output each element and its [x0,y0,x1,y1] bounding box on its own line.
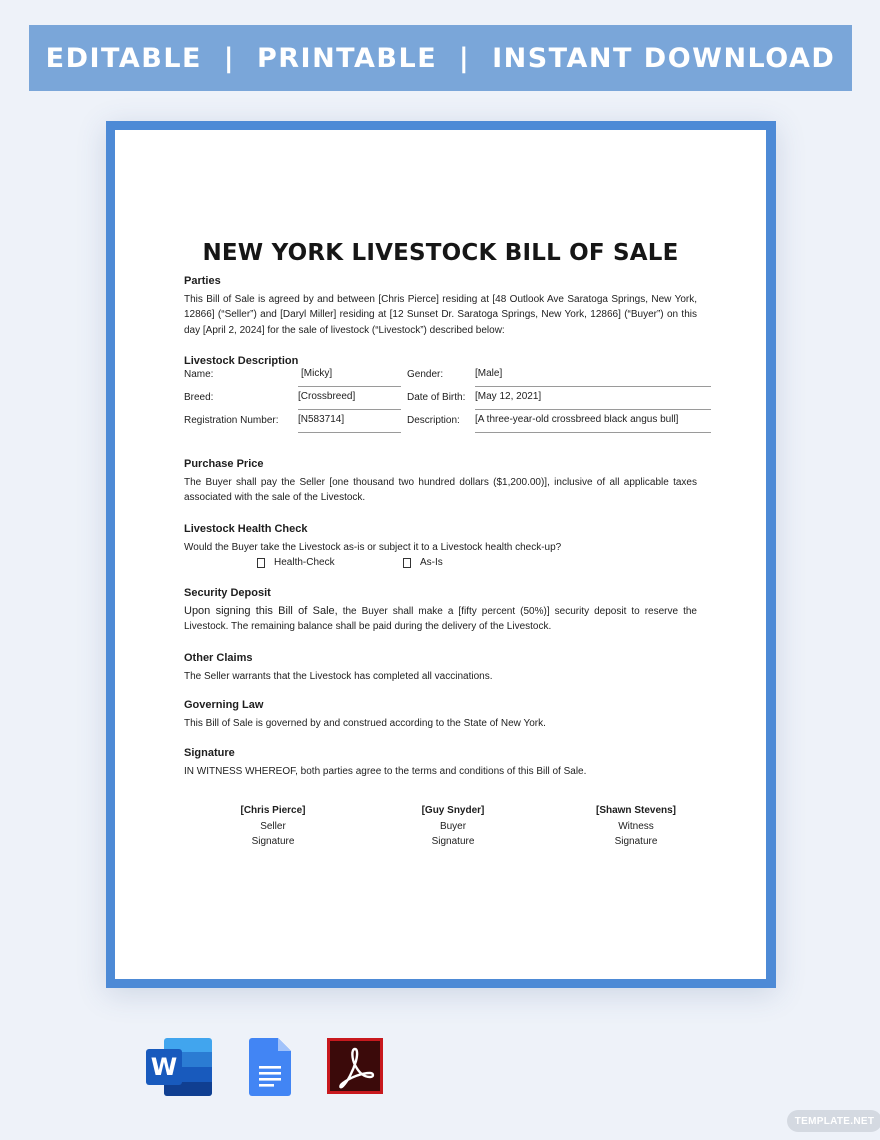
price-heading: Purchase Price [184,458,264,470]
signer-role: Buyer [439,820,467,832]
signer-block [373,803,533,850]
watermark-badge [787,1110,880,1132]
breed-value: [Crossbreed] [298,389,401,411]
word-letter: W [150,1053,178,1081]
signer-name: [Guy Snyder] [421,805,485,816]
registration-label: Registration Number: [184,414,279,426]
name-label: Name: [184,368,214,380]
health-question: Would the Buyer take the Livestock as-is or subject it to a Livestock health check-up? [184,541,562,553]
as-is-option[interactable] [403,555,443,571]
promo-banner [29,25,852,91]
price-text: The Buyer shall pay the Seller [one thousand two hundred dollars ($1,200.00)], inclusive of all applicable taxes associated with the sale of the Livestock. [184,476,697,503]
signer-role: Seller [260,820,286,832]
signature-line: Signature [431,836,475,847]
signer-block [556,803,716,850]
claims-section [184,651,697,684]
parties-heading: Parties [184,275,221,287]
price-section [184,457,697,506]
law-heading: Governing Law [184,699,264,711]
breed-label: Breed: [184,391,214,403]
google-docs-icon[interactable] [248,1037,292,1099]
parties-section [184,274,697,338]
livestock-row [184,410,711,433]
parties-text: This Bill of Sale is agreed by and between [Chris Pierce] residing at [48 Outlook Ave Saratoga Springs, New York, 12866] (“Seller”) and [Daryl Miller] residing at [12 Sunset Dr. Saratoga Springs, New York, 12866] (“Buyer”) on this day [April 2, 2024] for the sale of livestock (“Livestock”) described below: [184,293,697,336]
word-icon-graphic [146,1037,213,1097]
pdf-icon[interactable] [326,1037,384,1099]
checkbox-icon[interactable] [403,558,411,568]
claims-heading: Other Claims [184,652,253,664]
dob-value: [May 12, 2021] [475,389,711,411]
signer-name: [Shawn Stevens] [595,805,677,816]
banner-text: EDITABLE | PRINTABLE | INSTANT DOWNLOAD [45,42,836,74]
livestock-row [184,387,711,410]
deposit-lead: Upon signing this Bill of Sale, [184,604,338,617]
signature-heading: Signature [184,747,235,759]
law-section [184,698,697,731]
deposit-text: the Buyer shall make a [fifty percent (50%)] security deposit to reserve the Livestock. The remaining balance shall be paid during the delivery of the Livestock. [184,605,697,632]
health-check-option[interactable] [257,555,335,571]
livestock-heading: Livestock Description [184,355,299,367]
signer-role: Witness [618,820,654,832]
registration-value: [N583714] [298,412,401,434]
google-docs-icon-graphic [248,1037,292,1097]
as-is-label: As-Is [420,557,443,568]
name-value: [Micky] [298,366,401,388]
acrobat-icon-graphic [326,1037,384,1095]
document-page [115,130,766,979]
livestock-table [184,364,711,433]
signer-name: [Chris Pierce] [240,805,306,816]
word-icon[interactable] [146,1037,213,1099]
checkbox-icon[interactable] [257,558,265,568]
health-check-label: Health-Check [274,557,335,568]
signer-block [193,803,353,850]
dob-label: Date of Birth: [407,391,466,403]
deposit-section [184,586,697,635]
health-heading: Livestock Health Check [184,523,308,535]
law-text: This Bill of Sale is governed by and construed according to the State of New York. [184,717,546,729]
description-label: Description: [407,414,460,426]
signature-section [184,746,697,779]
signature-line: Signature [614,836,658,847]
health-section [184,522,697,571]
deposit-heading: Security Deposit [184,587,271,599]
deposit-paragraph [184,604,697,635]
claims-text: The Seller warrants that the Livestock has completed all vaccinations. [184,670,493,682]
description-value: [A three-year-old crossbreed black angus bull] [475,412,711,434]
watermark-text: TEMPLATE.NET [794,1115,875,1127]
signature-line: Signature [251,836,295,847]
gender-value: [Male] [475,366,711,388]
signature-text: IN WITNESS WHEREOF, both parties agree to the terms and conditions of this Bill of Sale. [184,765,587,777]
gender-label: Gender: [407,368,444,380]
document-title: NEW YORK LIVESTOCK BILL OF SALE [202,240,679,266]
livestock-row [184,364,711,387]
